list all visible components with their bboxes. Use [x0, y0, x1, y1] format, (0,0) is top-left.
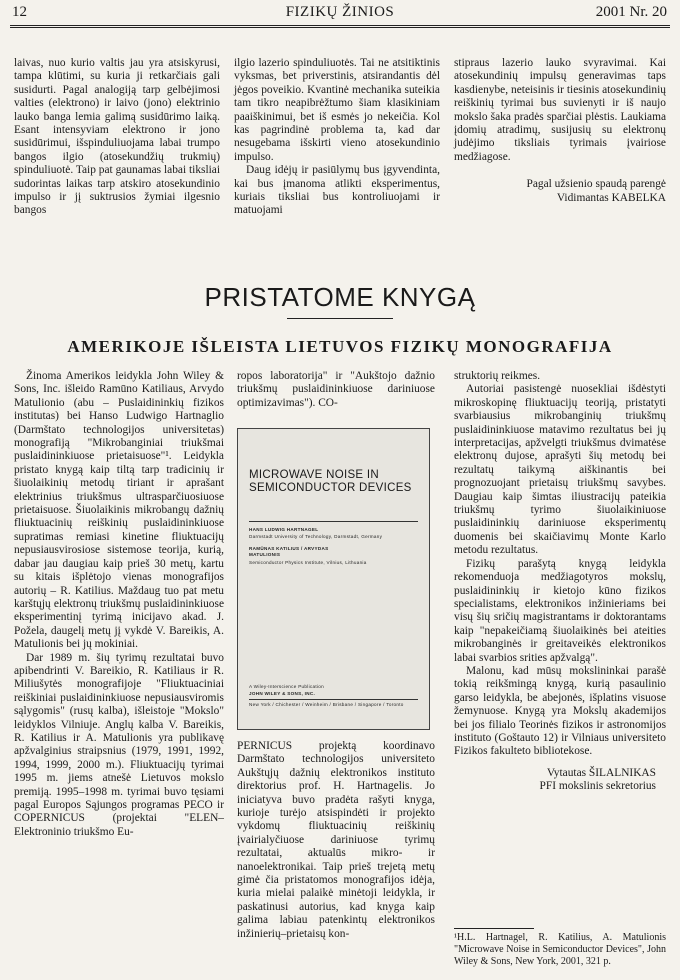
- book-cover-image: [237, 428, 430, 730]
- paragraph: Dar 1989 m. šių tyrimų rezultatai buvo apibendrinti V. Bareikio, R. Katiliaus ir R. Miliušytės monografijoje "Fliuktuaciniai reiškiniai puslaidininkiuose nepusiausviromis sąlygomis" (rusų kalba), išleistoje "Mokslo" leidyklos Vilniuje. Anglų kalba V. Bareikis, R. Katilius ir A. Matulionis yra publikavę apžvalginius straipsnius (1979, 1991, 1992, 1994, 1999, 2000 m.). Fliuktuacijų tyrimai 1995 m. jiems atnešė Lietuvos mokslo premiją. 1995–1998 m. tyrimai buvo tęsiami pagal Europos Sąjungos programas PECO ir COPERNICUS (projektai "ELEN–Elektroninio triukšmo Eu-: [14, 651, 224, 838]
- journal-title: FIZIKŲ ŽINIOS: [285, 4, 395, 20]
- paragraph: Autoriai pasistengė nuosekliai išdėstyti mikroskopinę fliuktuacijų teoriją, pristatyti svarbiausius mikrobanginių triukšmų puslaidininkiuose matavimo rezultatus bei jų interpretacijas, apžvelgti triukšmus dvimatėse elektronų dujose, aprašyti šių metodų bei rezultatų taikymą aiškinantis bei prognozuojant prietaisų triukšmų savybes. Daugiau kaip šimtas iliustracijų pateikia triukšmų tyrimo šiuolaikiniuose puslaidininkių dariniuose eksperimentų duomenis bei skaičiavimų Monte Karlo metodu rezultatus.: [454, 383, 666, 557]
- book-author-1: HANS LUDWIG HARTNAGEL: [249, 527, 319, 532]
- article-headline: AMERIKOJE IŠLEISTA LIETUVOS FIZIKŲ MONOGRAFIJA: [67, 337, 613, 356]
- book-publisher-line: A Wiley-Interscience Publication: [249, 684, 324, 689]
- footnote-rule: [454, 928, 534, 929]
- top-column-2: [234, 57, 440, 218]
- article-column-2-top: [237, 370, 435, 410]
- section-rule: [287, 318, 393, 319]
- paragraph: stipraus lazerio lauko svyravimai. Kai atosekundinių impulsų generavimas taps kasdienybe, neteisinis ir tiesinis atosekundinių reiškinių tyrimai bus suvienyti ir iš naujo mokslo šaka pradės sparčiai plėstis. Laukiama įdomių atradimų, susijusių su elektronų judėjimo tiksliais tyrimais įvairiose medžiagose.: [454, 57, 666, 163]
- book-authors-2: RAMŪNAS KATILIUS / ARVYDAS MATULIONIS: [249, 546, 329, 557]
- header-rule-2: [10, 27, 670, 28]
- paragraph: ilgio lazerio spinduliuotės. Tai ne atsitiktinis vyksmas, bet priverstinis, atsirandantis dėl jėgos poveikio. Kvantinė mechanika suteikia tam tikro neapibrėžtumo šiam klasikiniam paaiškinimui, bet iš esmės jo nekeičia. Kol kas pagrindinė problema ta, kad dar nesugebama išskirti vieno atosekundinio impulso.: [234, 57, 440, 163]
- top-column-3: [454, 57, 666, 205]
- article-column-2-bottom: [237, 740, 435, 941]
- paragraph: laivas, nuo kurio valtis jau yra atsiskyrusi, tampa klūtimi, su kuria ji retkarčiais gali susidurti. Pagal analogiją tarp gelbėjimosi valties (elektrono) ir laivo (jono) elektrinio lauko banga lemia galimą susidūrimo laiką. Esant intensyviam elektrono ir jono susidūrimui, išspinduliuojama labai trumpo bangos ilgio (atosekundžių trukmių) spinduliuotė. Taip pat gaunamas labai tiksliai sudorintas laikas tarp atskiro atosekundinio impulso ir jį suktrusios žymiai ilgesnio bangos: [14, 57, 220, 217]
- paragraph: Fizikų parašytą knygą leidykla rekomenduoja medžiagotyros mokslų, puslaidininkių ir kietojo kūno fizikos specialistams, elektronikos inžinieriams bei visų šių sričių magistrantams ir doktorantams kaip "nepakeičiamą šiuolaikinės bei ateities mikrobanginės ir greitaveikės elektronikos labai svarbios srities apžvalgą".: [454, 557, 666, 664]
- article-signature: Vytautas ŠILALNIKAS PFI mokslinis sekretorius: [539, 766, 656, 793]
- page-number: 12: [12, 4, 27, 20]
- footnote: ¹H.L. Hartnagel, R. Katilius, A. Matulionis "Microwave Noise in Semiconductor Devices", John Wiley & Sons, New York, 2001, 321 p.: [454, 932, 666, 967]
- book-publisher: JOHN WILEY & SONS, INC.: [249, 691, 316, 696]
- paragraph: Žinoma Amerikos leidykla John Wiley & Sons, Inc. išleido Ramūno Katiliaus, Arvydo Matulionio (abu – Puslaidininkių fizikos institutas) bei Hanso Ludwigo Hartnaglio (Darmštato technologijos universitetas) monografiją "Mikrobanginiai triukšmai puslaidininkiuose prietaisuose"¹. Leidykla pristato knygą kaip tiltą tarp tradicinių ir šiuolaikinių metodų tiriant ir aprašant elektrinius triukšmus ultrasparčiuosiuose prietaisuose. Šiuolaikinis mikrobangų dažnių fliuktuacinių reiškinių puslaidininkiuose supratimas remiasi kinetine fliuktuacijų nepusiausvirosiose sistemose teorija, kurią, dabar jau daugiau kaip prieš 30 metų, kartu su kitais išplėtojo vienas monografijos autorių – R. Katilius. Maždaug tuo pat metu karštųjų elektronų triukšmų puslaidininkiuose eksperimentinį tyrimą inicijavo akad. J. Požela, daugelį metų jį vykdė V. Bareikis, A. Matulionis bei jų mokiniai.: [14, 370, 224, 651]
- top-column-1: [14, 57, 220, 218]
- header-rule: [10, 25, 670, 26]
- paragraph: struktorių reikmes.: [454, 370, 541, 382]
- article-column-3: [454, 370, 666, 794]
- book-cities: New York / Chichester / Weinheim / Brisbane / Singapore / Toronto: [249, 702, 404, 707]
- article-column-1: [14, 370, 224, 839]
- author-signature: Pagal užsienio spaudą parengė Vidimantas KABELKA: [526, 178, 666, 204]
- book-title: MICROWAVE NOISE IN SEMICONDUCTOR DEVICES: [249, 469, 412, 494]
- book-affiliation-1: Darmstadt University of Technology, Darmstadt, Germany: [249, 534, 383, 539]
- section-title: PRISTATOME KNYGĄ: [204, 282, 476, 312]
- paragraph: Daug idėjų ir pasiūlymų bus įgyvendinta, kai bus įmanoma atlikti eksperimentus, kuriais tiksliai bus kontroliuojami ir matuojami: [234, 164, 440, 217]
- paragraph: Malonu, kad mūsų mokslininkai parašė tokią reikšmingą knygą, kurią pasaulinio garso leidykla, be abejonės, išplatins visuose žemynuose. Knygą yra Mokslų akademijos bei jos filialo Teorinės fizikos ir astronomijos instituto (Goštauto 12) ir Vilniaus universiteto Fizikos fakulteto bibliotekose.: [454, 664, 666, 758]
- book-affiliation-2: Semiconductor Physics Institute, Vilnius, Lithuania: [249, 560, 367, 565]
- issue-label: 2001 Nr. 20: [595, 4, 667, 20]
- paragraph: ropos laboratorija" ir "Aukštojo dažnio triukšmų puslaidininkiuose dariniuose optimizavimas"). CO-: [237, 370, 435, 409]
- paragraph: PERNICUS projektą koordinavo Darmštato technologijos universiteto Aukštųjų dažnių elektronikos instituto direktorius prof. H. Hartnagelis. Jo iniciatyva buvo pradėta rašyti knyga, kurioje turėjo atsispindėti ir projekto vykdomų fliuktuacinių reiškinių įvairialyčiuose dariniuose tyrimų rezultatai, aktualūs mikro- ir nanoelektronikai. Taip prieš trejetą metų gimė čia pristatomos monografijos idėja, kuria mielai palaikė minėtoji leidykla, ir paskatinusi autorius, kad knyga kaip galima labiau patenkintų elektronikos inžinierių–prietaisų kon-: [237, 740, 435, 940]
